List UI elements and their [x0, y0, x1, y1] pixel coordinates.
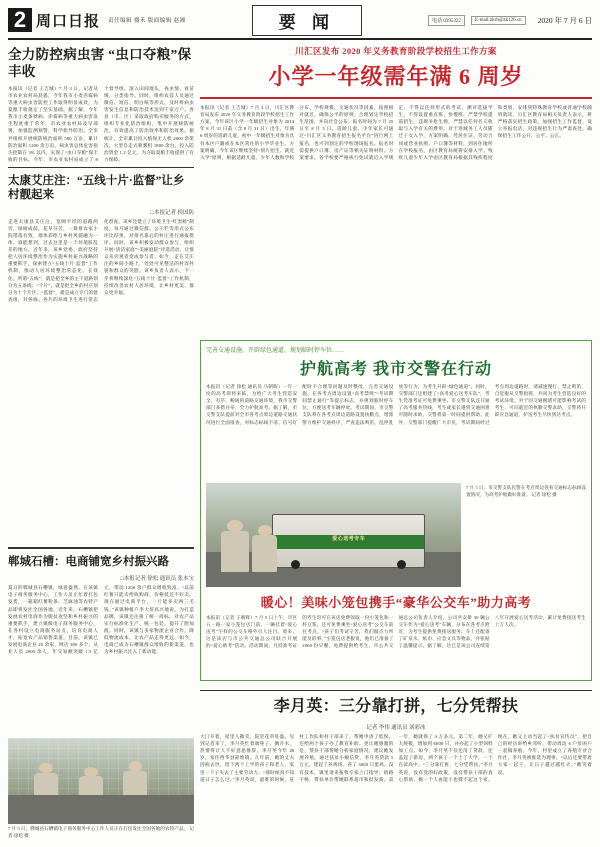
bottom-byline: 记者 李伟 通讯员 刘彩冰	[366, 725, 426, 731]
photo-bus	[272, 514, 425, 568]
page-grid	[8, 45, 592, 840]
masthead-contact	[428, 6, 592, 34]
email-chip: E-mail:zkrb@zk126.cn	[471, 16, 526, 25]
story3-byline: □本报记者 徐松 通讯员 张本宝	[120, 576, 194, 583]
divider-red	[200, 97, 592, 99]
package-body: 本报讯（记者 徐松 通讯员 马朝晖）一年一度的高考即将来临，为给广大考生营造安全、有序、畅通的道路交通环境，我市交警部门多措并举，全力护航高考。据了解，市交警支队提前对全市各考点周边道路交通状况进行全面排查，对标志标线不清、信号灯配时不合理等问题及时整改，完善交通设施。在各考点周边设置“高考禁鸣”“考试期间禁止通行”等提示标志，并规划临时停车位，方便送考车辆停放。考试期间，市交警支队将在各考点周边道路设置执勤点，增派警力维护交通秩序，严查违法鸣笛、乱停乱放等行为，为考生开辟“绿色通道”。同时，交警部门还组建了“高考爱心送考车队”，考生凭准考证可免费乘坐。市交警支队还开通了高考服务热线，考生或家长遇到交通困难可随时求助，交警将第一时间提供帮助。此外，交警部门提醒广大市民，考试期间经过考点周边道路时，请减速慢行、禁止鸣笛，自觉服从交警指挥，共同为考生营造良好的考试环境。对于因交通拥堵可能影响考试的考生，可向就近的执勤交警求助，交警将开辟应急通道，护送考生尽快到达考点。	[206, 384, 586, 425]
hotline-chip: 电话 0395322	[428, 15, 465, 26]
feature-body: 本报讯（记者 王吉城）7 月 3 日，川汇区教育局发布 2020 年义务教育阶段学校招生工作方案，今年该区小学一年级招生对象为 2014 年 8 月 31 日前（含 8 月 31 日）出生、年满 6 周岁的适龄儿童，初中一年级招生对象为具有本区户籍或在本区常住的小学毕业生。方案明确，今年该区继续坚持“划片招生、就近入学”原则，根据适龄儿童、少年人数和学校分布、学校规模、交通状况等因素，按照相对就近、确保公平的原则，合理划定学校招生范围，并向社会公布。报名时间为 7 月 25 日至 8 月 5 日，适龄儿童、少年家长可通过“川汇区义务教育招生报名平台”进行网上报名，也可到划定的学校现场报名。报名时需提供户口簿、房产证等相关证明材料。方案要求，各学校要严格执行免试就近入学规定，不得以任何形式的考试、测评选拔学生，不得设置重点班、快慢班。严禁学校提前招生、违规争抢生源，严禁以任何名义收取与入学有关的费用。对于进城务工人员随迁子女入学，方案明确，凭居住证、劳动合同或营业执照、户口簿等材料，到居住地所在学校报名，由区教育局统筹安排入学。残疾儿童少年入学由区教育局根据其残疾程度和类别，安排到特殊教育学校或普通学校随班就读。川汇区教育局相关负责人表示，将严格落实招生政策，加强招生工作监督，设立举报电话，对违规招生行为严肃查处，确保招生工作公开、公平、公正。	[200, 105, 592, 160]
bus-banner	[273, 535, 424, 549]
section-title: 要 闻	[252, 5, 362, 36]
bottom-article	[200, 686, 592, 840]
paper-name: 周口日报	[36, 13, 101, 30]
package-photo-caption-col	[466, 483, 586, 587]
bus-wheel	[397, 560, 406, 569]
story3-photo-caption: 7 月 5 日，郸城县石槽镇电子商务服务中心工作人员正在打包发往全国各地的农特产品。 记者 徐松 摄	[8, 826, 194, 839]
masthead-credits: 责任编辑 禤禾 版面编辑 赵湘	[108, 18, 186, 24]
photo-ground	[8, 795, 194, 824]
story2-body: 走进太康县艾庄注，宽阔平坦的道路两旁，绿树成荫，花草芬芳，一排排农家小院错落有致，墙体彩绘与乡村风貌融为一体。谁能想到，过去这里是一个环境脏乱差的地方。近年来，该乡党委、政府坚持把人居环境整治作为实施乡村振兴战略的重要抓手，探索建立“五线十片·监督”工作机制，推动人居环境整治常态化、长效化。所谓“五线”，就是把全乡的主干道路划分为五条线；“十片”，就是把全乡的村庄划分为十个片区；“监督”，就是成立专门的督查组，对各线、各片的环境卫生进行常态化督查。该乡还建立了环境卫生“红黑榜”制度，每月通过微信群、公示栏等形式公布评比结果，对排名靠后的村庄进行通报批评。同时，该乡积极发动群众参与，组织开展“清洁家庭”“美丽庭院”评选活动，让群众从旁观者变成参与者。如今，走在艾庄注的乡间小路上，处处可见整洁的村容村貌和群众的笑脸。该乡负责人表示，下一步将继续深化“五线十片·监督”工作机制，持续改善农村人居环境，让乡村更美、群众更幸福。	[8, 218, 194, 302]
feature-kicker: 川汇区发布 2020 年义务教育阶段学校招生工作方案	[295, 46, 497, 56]
package-subtitle: 暖心！美味小笼包携手“豪华公交车”助力高考	[260, 595, 532, 610]
bus-banner-text: 爱心送考专车	[332, 536, 366, 542]
story1-body: 本报讯（记者 王吉城）7 月 3 日，记者从市农业农村局获悉，今年我市小麦赤霉病等重大病虫害防控工作取得明显成效，为夏粮丰收奠定了坚实基础。据了解，今年我市小麦条锈病、赤霉病等重大病虫害发生程度重于常年，市农业农村局及早部署，加强监测预警，科学指导防治。全市共组织开展统防统治面积 580 万亩，累计防治面积 1200 余万亩，病虫害总体危害损失控制在 3% 以内，实现了“虫口夺粮”保丰收的目标。今年，市农业农村局成立了 8 个督导组，深入田间地头，查虫情、看苗情，分类指导。同时，组织农技人员通过微信、短信、明白纸等形式，及时将病虫害发生信息和防治技术送到千家万户。各县（市、区）采取政府购买服务的方式，组织专业化防治组织，集中开展统防统治，有效提高了防治效率和防治效果。据统计，全市累计投入植保无人机 2600 余架次，大型自走式喷雾机 1800 余台，投入防治资金 1.2 亿元，为夺取夏粮丰收提供了有力保障。	[8, 85, 194, 162]
story1-headline: 全力防控病虫害 “虫口夺粮”保丰收	[8, 47, 192, 79]
section-title-container	[186, 6, 429, 34]
page-number: 2	[8, 8, 32, 32]
story3-headline: 郸城石槽：电商铺宽乡村振兴路	[8, 555, 169, 568]
story3-body: 夏日的郸城县石槽镇，绿意盎然。在该镇电子商务服务中心，工作人员正忙着打包发货，一箱箱红薯粉条、芝麻油等农特产品即将发往全国各地。近年来，石槽镇把发展农村电商作为脱贫攻坚和乡村振兴的重要抓手，建立镇级电子商务服务中心，在各村设立电商服务站点，培育电商人才，拓宽农产品销售渠道。目前，该镇已发展电商企业 20 余家，网店 300 多个，从业人员 2000 余人，年交易额突破 1.5 亿元，带动 1200 余户群众增收致富。“以前红薯只能卖给收购商，价格低还不好卖。现在通过电商平台，一斤能多卖两三毛钱。”该镇种植户李大哥高兴地说。为打造品牌，该镇还注册了统一商标，对农产品实行标准化生产、统一包装，提升了附加值。同时，该镇与多家物流企业合作，降低物流成本，让农产品走得更远。如今，电商已成为石槽镇群众增收的新渠道，也为乡村振兴注入了新动能。	[8, 585, 194, 655]
right-column	[200, 45, 592, 840]
bottom-headline: 李月英：三分靠打拼，七分凭帮扶	[273, 698, 519, 715]
divider	[200, 690, 592, 691]
photo-person	[221, 531, 249, 573]
package-title: 护航高考 我市交警在行动	[299, 361, 492, 378]
feature-article	[200, 45, 592, 336]
bottom-body: 大门开着，屋里人敞笑，院里花草旺盛。见到记者来了，李月英忙着端凳子、倒开水，热情得让人不好意思推辞。李月英今年 48 岁，家住西华县聂堆镇。几年前，她的丈夫因病去世，留下两个上学的孩子和老人，家里一下子失去了主要劳动力。“那时候真不知道日子怎么过。”李月英说，最难的时候，驻村工作队和村干部来了，帮她申请了低保，还给两个孩子办了教育补助。更让她感激的是，帮扶干部帮她分析家庭情况，建议她发展养殖。通过扶贫小额信贷，李月英贷款 5 万元，建起了养鸡场，养了 3000 只蛋鸡。没有技术，镇里请来畜牧专家上门指导；销路不畅，帮扶单位帮她联系超市和批发商。第一年，她就挣了 4 万多元。第二年，她又扩大规模，增加到 6000 只，并办起了小型饲料加工点。如今，李月英不仅还清了贷款，还盖起了新房，两个孩子一个上了大学，一个在读高中。“三分靠打拼，七分凭帮扶。”李月英说，没有党的好政策，没有帮扶干部的真心帮助，她一个人再能干也撑不起这个家。现在，她又主动当起了“扶贫宣传员”，把自己的经历讲给乡邻听，带动周边 6 户贫困户一起搞养殖。今年，村里成立了养殖专业合作社，李月英被推选为理事。“以后还要带着大家一起干，让日子越过越红火。”她笑着说。	[200, 734, 592, 782]
highlight-package	[200, 340, 592, 681]
story2-byline: □本报记者 侯国防	[150, 209, 194, 216]
photo-person	[252, 535, 278, 572]
package-photo	[206, 483, 461, 587]
story2-headline: 太康艾庄注：“五线十片·监督”让乡村靓起来	[8, 174, 185, 202]
package-media-row	[206, 483, 586, 587]
story3-photo	[8, 738, 194, 824]
divider	[8, 547, 194, 549]
bus-wheel	[291, 560, 300, 569]
page-badge	[8, 6, 186, 34]
feature-headline: 小学一年级需年满 6 周岁	[268, 64, 524, 89]
masthead	[8, 6, 592, 40]
package-kicker: 完善交通设施、开辟绿色通道、规划临时停车位……	[206, 348, 345, 354]
package-body2: 本报讯（记者 王朝辉）7 月 5 日上午，市区五一路一家小笼包店门前，一辆挂着“爱心送考”字样的公交车格外引人注目。原来，这是该店与市公共交通总公司联合开展的“爱心助考”活动。活动期间，凡持准考证的考生均可在该店免费领取一份小笼包和一杯豆浆，还可免费乘坐“爱心送考”公交车前往考点。“孩子们考试辛苦，我们做点力所能及的事。”小笼包店老板说，他们已准备了 2000 份早餐，免费提供给考生。市公共交通总公司负责人介绍，公司共安排 30 辆公交车作为“爱心送考”车辆，分布在各考点附近，为考生提供免费接送服务。车上还配备了矿泉水、纸巾、应急文具等物品，并张贴了温馨提示。据了解，这已是该公司连续第八年开展爱心送考活动，累计免费接送考生上万人次。	[206, 615, 586, 649]
divider	[8, 167, 194, 168]
package-photo-caption: 7 月 5 日，市交警支队民警在考点周边查看交通标志标线设置情况，为高考护航做好准备。 记者 徐松 摄	[466, 485, 586, 497]
left-column	[8, 45, 194, 840]
publication-date: 2020 年 7 月 6 日	[537, 15, 592, 25]
